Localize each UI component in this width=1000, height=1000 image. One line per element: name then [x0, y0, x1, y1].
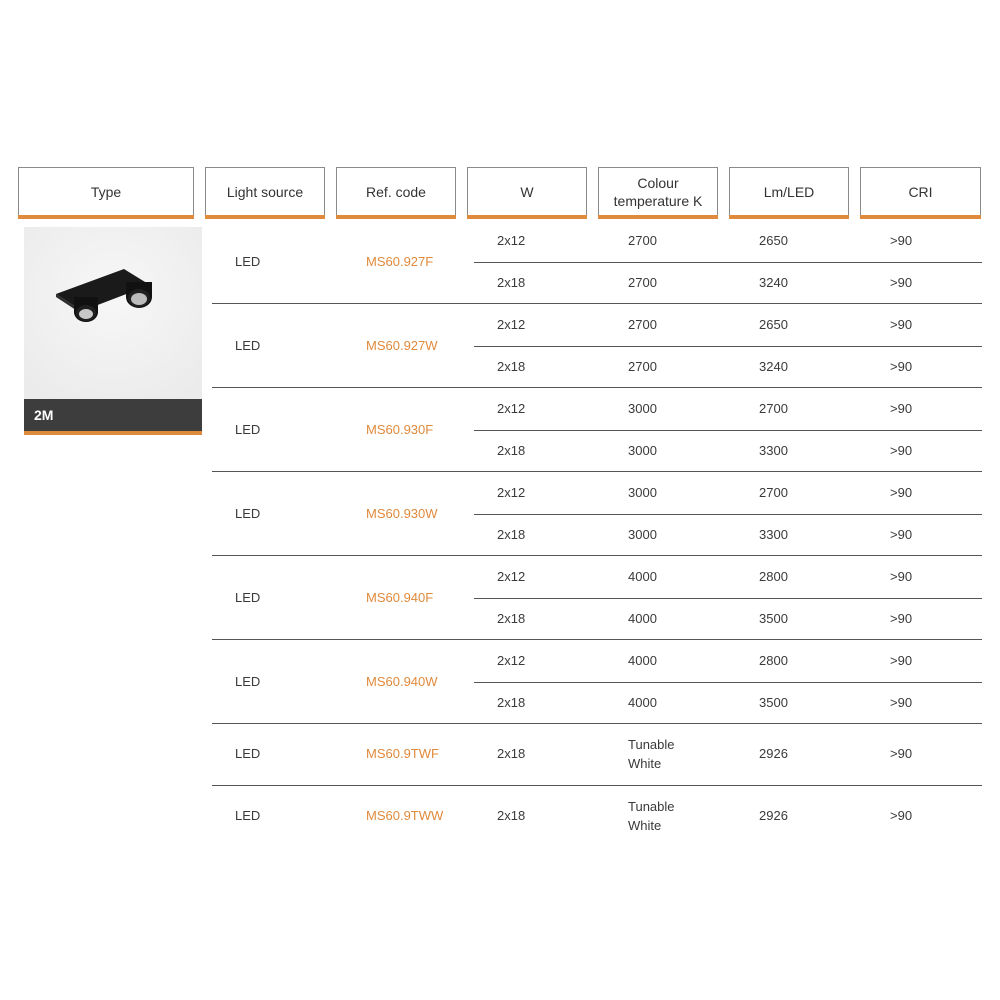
- colour-temp-cell-line2: White: [628, 756, 662, 771]
- cri-cell: >90: [890, 359, 913, 374]
- lm-led-cell: 2650: [759, 233, 788, 248]
- ref-code-cell: MS60.940F: [366, 590, 434, 605]
- table-group: [212, 472, 982, 556]
- colour-temp-cell: 2700: [628, 359, 657, 374]
- header-w-label: W: [520, 183, 534, 200]
- product-card: [24, 227, 202, 435]
- w-cell: 2x12: [497, 653, 526, 668]
- w-cell: 2x18: [497, 359, 526, 374]
- spotlight-fixture-image: [24, 227, 202, 399]
- w-cell: 2x18: [497, 443, 526, 458]
- lm-led-cell: 3300: [759, 443, 788, 458]
- header-light-source-label: Light source: [226, 183, 304, 200]
- colour-temp-cell-line2: White: [628, 818, 662, 833]
- lm-led-cell: 2926: [759, 808, 788, 823]
- cri-cell: >90: [890, 527, 913, 542]
- cri-cell: >90: [890, 485, 913, 500]
- colour-temp-cell: 4000: [628, 611, 657, 626]
- row-divider: [474, 262, 982, 263]
- table-group: [212, 304, 982, 388]
- light-source-cell: LED: [235, 808, 261, 823]
- cri-cell: >90: [890, 746, 913, 761]
- w-cell: 2x18: [497, 695, 526, 710]
- cri-cell: >90: [890, 569, 913, 584]
- cri-cell: >90: [890, 401, 913, 416]
- header-cri: [860, 167, 981, 215]
- w-cell: 2x18: [497, 808, 526, 823]
- colour-temp-cell-line1: Tunable: [628, 737, 675, 752]
- light-source-cell: LED: [235, 674, 261, 689]
- ref-code-cell: MS60.927W: [366, 338, 438, 353]
- table-group: [212, 640, 982, 724]
- header-ref-code: [336, 167, 456, 215]
- colour-temp-cell: 2700: [628, 275, 657, 290]
- table-group: [212, 556, 982, 640]
- light-source-cell: LED: [235, 254, 261, 269]
- cri-cell: >90: [890, 317, 913, 332]
- light-source-cell: LED: [235, 746, 261, 761]
- lm-led-cell: 2800: [759, 653, 788, 668]
- lm-led-cell: 3500: [759, 611, 788, 626]
- w-cell: 2x12: [497, 569, 526, 584]
- row-divider: [474, 682, 982, 683]
- ref-code-cell: MS60.930W: [366, 506, 438, 521]
- lm-led-cell: 3300: [759, 527, 788, 542]
- lm-led-cell: 2926: [759, 746, 788, 761]
- header-cri-label: CRI: [908, 183, 933, 200]
- product-photo: [24, 227, 202, 399]
- header-colour-temperature: [598, 167, 718, 215]
- ref-code-cell: MS60.927F: [366, 254, 434, 269]
- header-type: [18, 167, 194, 215]
- colour-temp-cell: 3000: [628, 443, 657, 458]
- colour-temp-cell: 2700: [628, 233, 657, 248]
- table-group: [212, 388, 982, 472]
- lm-led-cell: 2700: [759, 485, 788, 500]
- colour-temp-cell: 3000: [628, 527, 657, 542]
- w-cell: 2x12: [497, 401, 526, 416]
- ref-code-cell: MS60.9TWW: [366, 808, 444, 823]
- product-accent-bar: [24, 431, 202, 435]
- ref-code-cell: MS60.930F: [366, 422, 434, 437]
- w-cell: 2x18: [497, 527, 526, 542]
- w-cell: 2x18: [497, 275, 526, 290]
- lm-led-cell: 3240: [759, 275, 788, 290]
- lm-led-cell: 3240: [759, 359, 788, 374]
- w-cell: 2x12: [497, 317, 526, 332]
- header-lm-led: [729, 167, 849, 215]
- light-source-cell: LED: [235, 338, 261, 353]
- row-divider: [474, 346, 982, 347]
- header-light-source: [205, 167, 325, 215]
- table-group: [212, 220, 982, 304]
- cri-cell: >90: [890, 443, 913, 458]
- row-divider: [474, 598, 982, 599]
- colour-temp-cell: 3000: [628, 401, 657, 416]
- light-source-cell: LED: [235, 422, 261, 437]
- header-colour-temperature-line2: temperature K: [613, 192, 703, 209]
- w-cell: 2x12: [497, 233, 526, 248]
- lm-led-cell: 3500: [759, 695, 788, 710]
- cri-cell: >90: [890, 808, 913, 823]
- colour-temp-cell: 4000: [628, 695, 657, 710]
- light-source-cell: LED: [235, 590, 261, 605]
- table-group: [212, 724, 982, 786]
- cri-cell: >90: [890, 611, 913, 626]
- lm-led-cell: 2650: [759, 317, 788, 332]
- colour-temp-cell: 3000: [628, 485, 657, 500]
- light-source-cell: LED: [235, 506, 261, 521]
- cri-cell: >90: [890, 233, 913, 248]
- table-group: [212, 786, 982, 848]
- header-type-label: Type: [90, 183, 122, 200]
- header-ref-code-label: Ref. code: [366, 183, 426, 200]
- ref-code-cell: MS60.940W: [366, 674, 438, 689]
- cri-cell: >90: [890, 275, 913, 290]
- lm-led-cell: 2800: [759, 569, 788, 584]
- row-divider: [474, 430, 982, 431]
- colour-temp-cell-line1: Tunable: [628, 799, 675, 814]
- header-colour-temperature-line1: Colour: [637, 174, 679, 191]
- ref-code-cell: MS60.9TWF: [366, 746, 439, 761]
- colour-temp-cell: 4000: [628, 653, 657, 668]
- lm-led-cell: 2700: [759, 401, 788, 416]
- cri-cell: >90: [890, 653, 913, 668]
- row-divider: [474, 514, 982, 515]
- w-cell: 2x18: [497, 746, 526, 761]
- cri-cell: >90: [890, 695, 913, 710]
- header-w: [467, 167, 587, 215]
- w-cell: 2x18: [497, 611, 526, 626]
- w-cell: 2x12: [497, 485, 526, 500]
- colour-temp-cell: 2700: [628, 317, 657, 332]
- colour-temp-cell: 4000: [628, 569, 657, 584]
- product-label: 2M: [24, 399, 202, 431]
- header-lm-led-label: Lm/LED: [763, 183, 815, 200]
